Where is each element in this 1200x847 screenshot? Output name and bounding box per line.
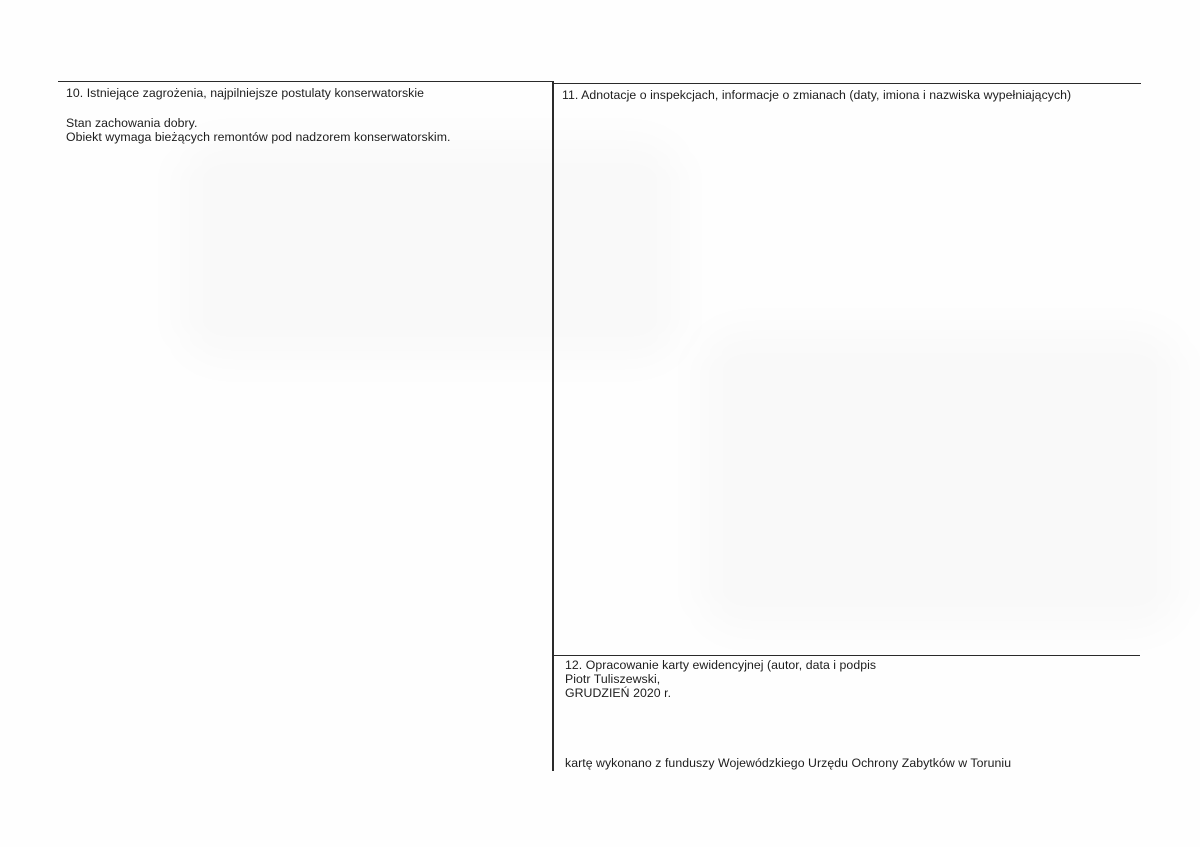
funding-note-text: kartę wykonano z funduszy Wojewódzkiego Urzędu Ochrony Zabytków w Toruniu: [565, 756, 1012, 770]
section-11: [562, 88, 1071, 102]
section-12-date: GRUDZIEŃ 2020 r.: [565, 686, 672, 700]
section-10-line-2: Obiekt wymaga bieżących remontów pod nadzorem konserwatorskim.: [66, 130, 451, 144]
column-divider: [552, 81, 554, 771]
funding-note: [565, 756, 1011, 770]
section-12-heading: 12. Opracowanie karty ewidencyjnej (autor, data i podpis: [565, 658, 877, 672]
scan-shading: [700, 330, 1180, 630]
section-11-heading: 11. Adnotacje o inspekcjach, informacje o zmianach (daty, imiona i nazwiska wypełniających): [562, 88, 1072, 102]
section-12-author: Piotr Tuliszewski,: [565, 672, 661, 686]
section12-rule: [552, 655, 1140, 656]
section-10-line-1: Stan zachowania dobry.: [66, 116, 198, 130]
top-rule-left: [58, 81, 552, 82]
spacer: [66, 100, 450, 116]
section-12: [565, 658, 876, 700]
top-rule-right: [552, 83, 1141, 84]
scan-shading: [180, 140, 680, 360]
section-10: [66, 86, 450, 144]
section-10-heading: 10. Istniejące zagrożenia, najpilniejsze postulaty konserwatorskie: [66, 86, 425, 100]
